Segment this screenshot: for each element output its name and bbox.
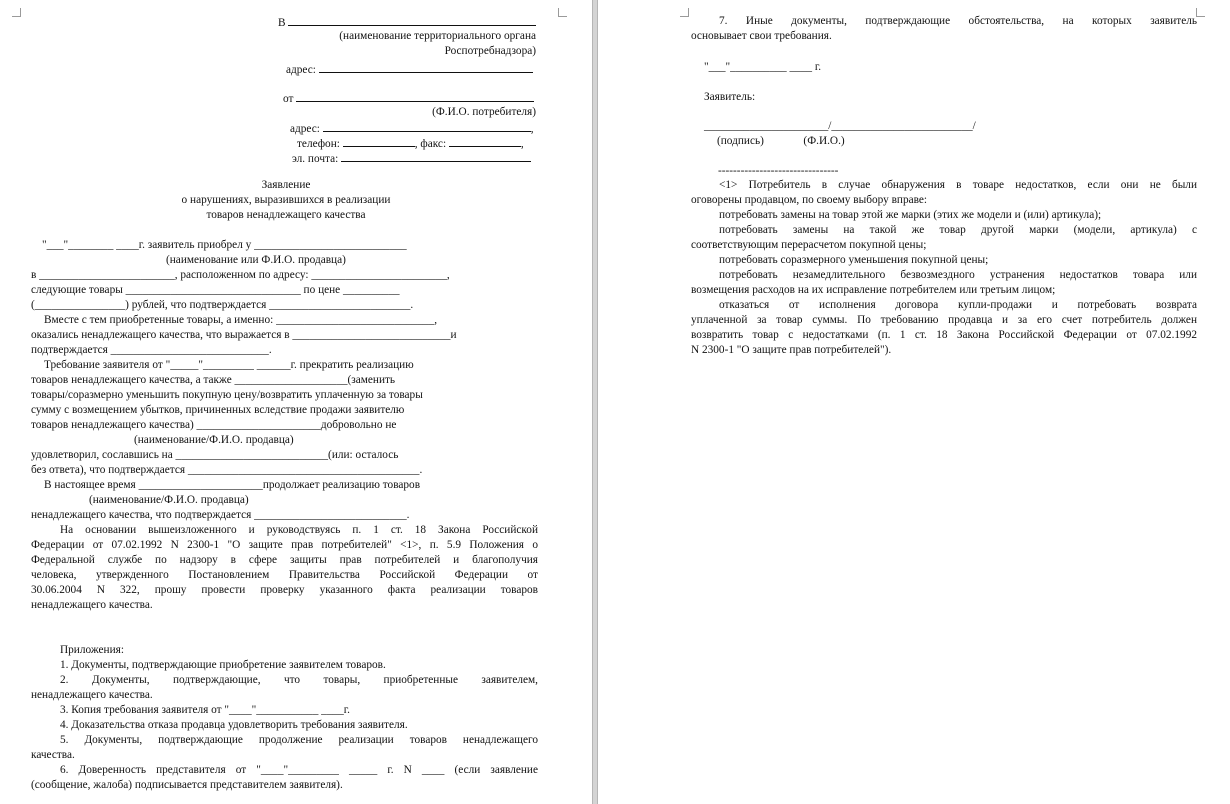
footnote-line: потребовать соразмерного уменьшения покупной цены;	[719, 254, 989, 266]
attachment-item: ненадлежащего качества.	[31, 689, 153, 701]
recipient-line: В	[278, 14, 536, 31]
attachment-item: 1. Документы, подтверждающие приобретение заявителем товаров.	[60, 659, 386, 671]
body-note: (наименование/Ф.И.О. продавца)	[134, 434, 294, 446]
body-line: "___"________ ____г. заявитель приобрел у ___________________________	[42, 239, 407, 251]
footnote-line: возвратить товар с недостатками (п. 1 ст. 18 Закона Российской Федерации от 07.02.1992	[691, 329, 1197, 341]
item-7-line: основывает свои требования.	[691, 30, 832, 42]
attachment-item: 2. Документы, подтверждающие, что товары, приобретенные заявителем,	[60, 674, 538, 686]
attachment-item: 5. Документы, подтверждающие продолжение реализации товаров ненадлежащего	[60, 734, 538, 746]
email-field	[341, 150, 531, 162]
signature-caption: (подпись) (Ф.И.О.)	[717, 135, 845, 147]
body-line: ненадлежащего качества, что подтверждается ___________________________.	[31, 509, 410, 521]
body-line: (________________) рублей, что подтверждается _________________________.	[31, 299, 414, 311]
footnote-line: отказаться от исполнения договора купли-продажи и потребовать возврата	[719, 299, 1197, 311]
footnote-line: N 2300-1 "О защите прав потребителей").	[691, 344, 892, 356]
sender-line: от	[283, 90, 534, 107]
recipient-field	[288, 14, 536, 26]
body-note: (наименование или Ф.И.О. продавца)	[166, 254, 346, 266]
attachments-heading: Приложения:	[60, 644, 124, 656]
address2-line: адрес: ,	[290, 120, 534, 137]
email-line: эл. почта:	[292, 150, 531, 167]
item-7-line: 7. Иные документы, подтверждающие обстоятельства, на которых заявитель	[719, 15, 1197, 27]
attachment-item: (сообщение, жалоба) подписывается представителем заявителя).	[31, 779, 343, 791]
recipient-note: Роспотребнадзора)	[444, 45, 536, 57]
attachment-item: 4. Доказательства отказа продавца удовлетворить требования заявителя.	[60, 719, 408, 731]
crop-mark	[12, 8, 21, 17]
attachment-item: 6. Доверенность представителя от "____"_________ _____ г. N ____ (если заявление	[60, 764, 538, 776]
body-line: Требование заявителя от "_____"_________ ______г. прекратить реализацию	[44, 359, 414, 371]
document-subtitle: о нарушениях, выразившихся в реализации	[181, 194, 391, 206]
body-line: в ________________________, расположенном по адресу: ________________________,	[31, 269, 450, 281]
applicant-label: Заявитель:	[704, 91, 756, 103]
body-line: сумму с возмещением убытков, причиненных вследствие продажи заявителю	[31, 404, 405, 416]
body-line: удовлетворил, сославшись на ___________________________(или: осталось	[31, 449, 399, 461]
body-line: В настоящее время ______________________продолжает реализацию товаров	[44, 479, 421, 491]
body-line: следующие товары _______________________________ по цене __________	[31, 284, 400, 296]
footnote-line: оговорены продавцом, по своему выбору вправе:	[691, 194, 928, 206]
phone-field	[343, 135, 415, 147]
footnote-line: потребовать замены на товар этой же марки (этих же модели и (или) артикула);	[719, 209, 1102, 221]
address-field	[319, 61, 533, 73]
body-line: товаров ненадлежащего качества, а также ____________________(заменить	[31, 374, 396, 386]
attachment-item: 3. Копия требования заявителя от "____"___________ ____г.	[60, 704, 350, 716]
footnote-line: возмещения расходов на их исправление потребителем или третьим лицом;	[691, 284, 1056, 296]
footnote-separator: --------------------------------	[718, 165, 839, 177]
crop-mark	[680, 8, 689, 17]
footnote-line: <1> Потребитель в случае обнаружения в товаре недостатков, если они не были	[719, 179, 1197, 191]
body-paragraph-line: 30.06.2004 N 322, прошу провести проверку указанного факта реализации товаров	[31, 584, 538, 596]
footnote-line: потребовать замены на такой же товар другой марки (модели, артикула) с	[719, 224, 1197, 236]
date-line: "___"__________ ____ г.	[704, 61, 822, 73]
fax-field	[449, 135, 521, 147]
body-line: товары/соразмерно уменьшить покупную цену/возвратить уплаченную за товары	[31, 389, 423, 401]
document-page-right	[598, 0, 1230, 804]
body-paragraph-line: Федеральной службе по надзору в сфере защиты прав потребителей и благополучия	[31, 554, 538, 566]
body-paragraph-line: человека, утвержденного Постановлением Правительства Российской Федерации от	[31, 569, 538, 581]
body-paragraph-line: Федерации от 07.02.1992 N 2300-1 "О защите прав потребителей" <1>, п. 5.9 Положения о	[31, 539, 538, 551]
document-page-left	[0, 0, 592, 804]
body-line: без ответа), что подтверждается _________________________________________.	[31, 464, 423, 476]
address2-field	[323, 120, 531, 132]
sender-field	[296, 90, 534, 102]
address-line: адрес:	[286, 61, 533, 78]
crop-mark	[558, 8, 567, 17]
signature-line: ______________________/_________________________/	[704, 120, 976, 132]
body-paragraph-line: На основании вышеизложенного и руководствуясь п. 1 ст. 18 Закона Российской	[60, 524, 538, 536]
footnote-line: потребовать незамедлительного безвозмездного устранения недостатков товара или	[719, 269, 1197, 281]
document-subtitle: товаров ненадлежащего качества	[206, 209, 366, 221]
body-paragraph-line: ненадлежащего качества.	[31, 599, 153, 611]
footnote-line: уплаченной за товар суммы. По требованию продавца и за его счет потребитель должен	[691, 314, 1197, 326]
body-line: Вместе с тем приобретенные товары, а именно: ____________________________,	[44, 314, 438, 326]
footnote-line: соответствующим перерасчетом покупной цены;	[691, 239, 927, 251]
body-line: товаров ненадлежащего качества) ______________________добровольно не	[31, 419, 397, 431]
body-note: (наименование/Ф.И.О. продавца)	[89, 494, 249, 506]
crop-mark	[1196, 8, 1205, 17]
phone-fax-line: телефон: , факс: ,	[297, 135, 524, 152]
body-line: оказались ненадлежащего качества, что выражается в ____________________________и	[31, 329, 457, 341]
body-line: подтверждается ____________________________.	[31, 344, 272, 356]
document-title: Заявление	[261, 179, 311, 191]
attachment-item: качества.	[31, 749, 75, 761]
recipient-note: (наименование территориального органа	[339, 30, 536, 42]
fio-note: (Ф.И.О. потребителя)	[432, 106, 536, 118]
